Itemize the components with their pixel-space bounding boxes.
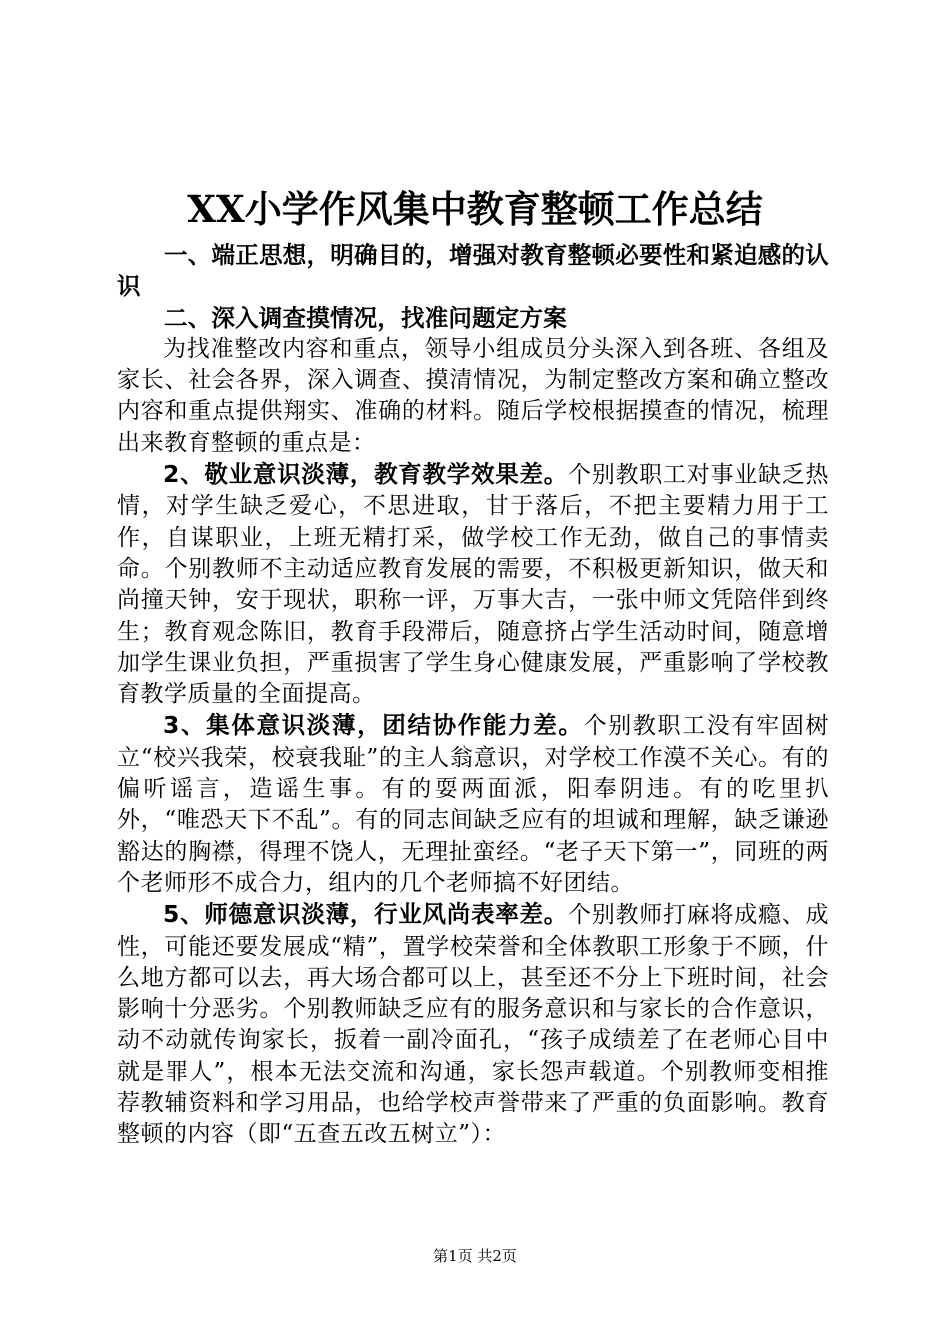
body-paragraph-intro: 为找准整改内容和重点，领导小组成员分头深入到各班、各组及家长、社会各界，深入调查、摸清情况，为制定整改方案和确立整改内容和重点提供翔实、准确的材料。随后学校根据摸查的情况，梳理出来教育整顿的重点是： bbox=[117, 335, 829, 456]
section-heading-1: 一、端正思想，明确目的，增强对教育整顿必要性和紧迫感的认识 bbox=[117, 241, 829, 301]
page-footer: 第1页 共2页 bbox=[433, 1247, 517, 1265]
body-paragraph-item-2 bbox=[117, 459, 829, 710]
body-paragraph-item-3 bbox=[117, 710, 829, 899]
document-title: XX小学作风集中教育整顿工作总结 bbox=[187, 187, 763, 231]
paragraph-text-2: 个别教职工对事业缺乏热情，对学生缺乏爱心，不思进取，甘于落后，不把主要精力用于工作，自谋职业，上班无精打采，做学校工作无劲，做自己的事情卖命。个别教师不主动适应教育发展的需要，不积极更新知识，做天和尚撞天钟，安于现状，职称一评，万事大吉，一张中师文凭陪伴到终生；教育观念陈旧，教育手段滞后，随意挤占学生活动时间，随意增加学生课业负担，严重损害了学生身心健康发展，严重影响了学校教育教学质量的全面提高。 bbox=[117, 462, 830, 708]
body-paragraph-item-5 bbox=[117, 899, 829, 1150]
document-body bbox=[117, 240, 829, 1151]
paragraph-lead-3: 3、集体意识淡薄，团结协作能力差。 bbox=[163, 711, 584, 740]
section-heading-2: 二、深入调查摸情况，找准问题定方案 bbox=[164, 303, 567, 332]
paragraph-lead-2: 2、敬业意识淡薄，教育教学效果差。 bbox=[163, 460, 569, 489]
paragraph-text-5: 个别教师打麻将成瘾、成性，可能还要发展成“精”，置学校荣誉和全体教职工形象于不顾，什么地方都可以去，再大场合都可以上，甚至还不分上下班时间，社会影响十分恶劣。个别教师缺乏应有的服务意识和与家长的合作意识，动不动就传询家长，扳着一副冷面孔，“孩子成绩差了在老师心目中就是罪人”，根本无法交流和沟通，家长怨声载道。个别教师变相推荐教辅资料和学习用品，也给学校声誉带来了严重的负面影响。教育整顿的内容（即“五查五改五树立”）： bbox=[117, 902, 830, 1148]
paragraph-text-3: 个别教职工没有牢固树立“校兴我荣，校衰我耻”的主人翁意识，对学校工作漠不关心。有的偏听谣言，造谣生事。有的耍两面派，阳奉阴违。有的吃里扒外，“唯恐天下不乱”。有的同志间缺乏应有的坦诚和理解，缺乏谦逊豁达的胸襟，得理不饶人，无理扯蛮经。“老子天下第一”，同班的两个老师形不成合力，组内的几个老师搞不好团结。 bbox=[117, 713, 829, 896]
paragraph-lead-5: 5、师德意识淡薄，行业风尚表率差。 bbox=[163, 900, 569, 929]
